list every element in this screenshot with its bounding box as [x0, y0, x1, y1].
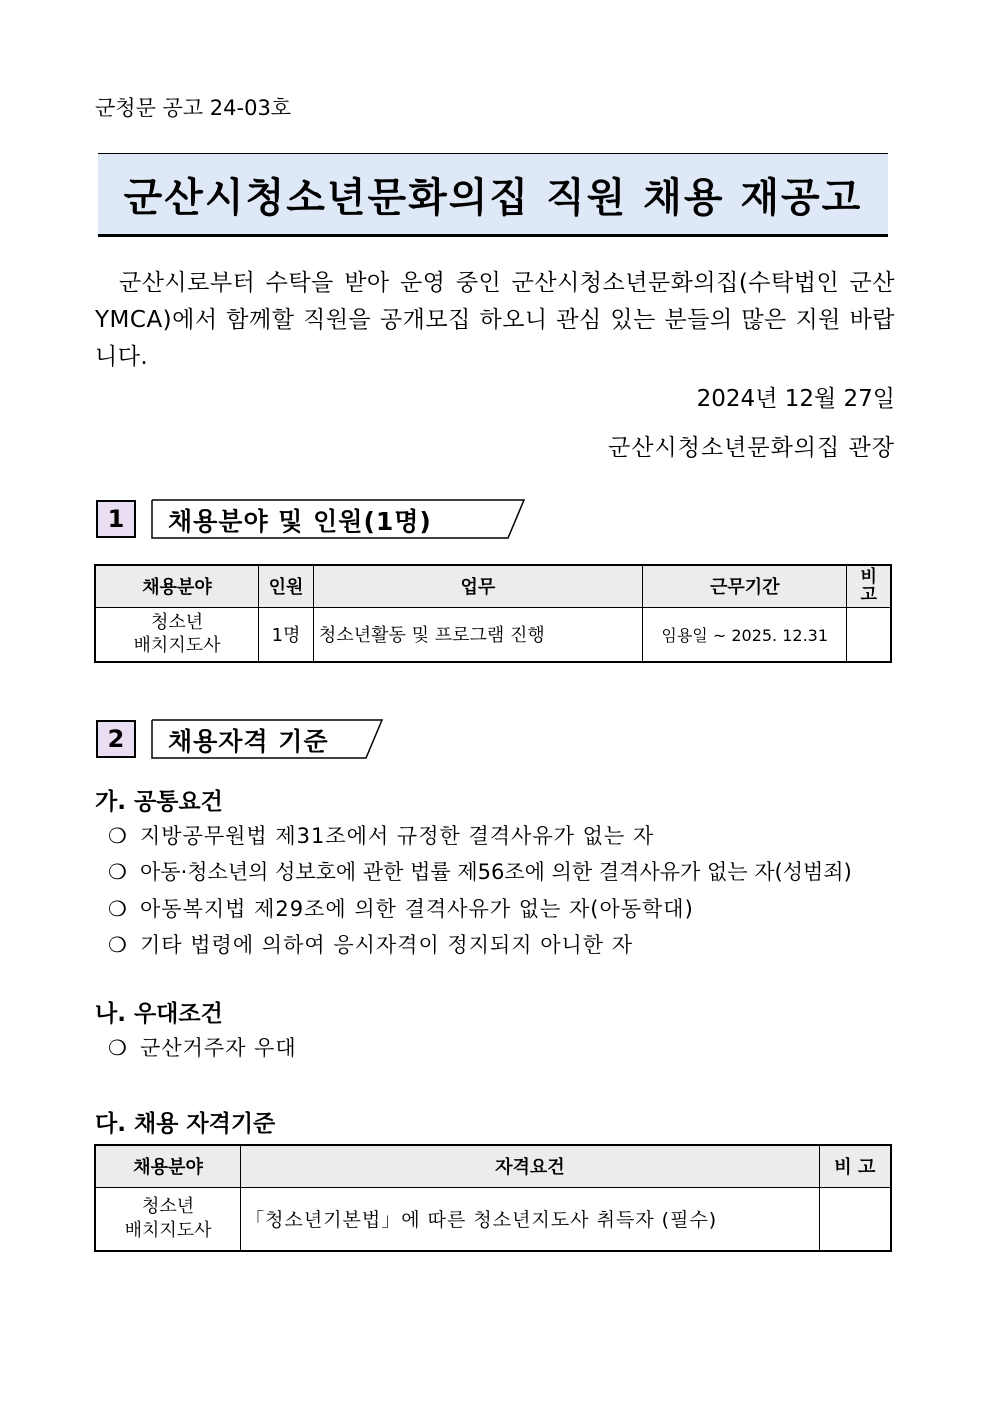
- header-field: 채용분야: [95, 1145, 241, 1187]
- bullet-icon: ❍: [108, 1036, 128, 1060]
- list-item-text: 지방공무원법 제31조에서 규정한 결격사유가 없는 자: [140, 824, 655, 848]
- header-duty: 업무: [313, 565, 642, 607]
- section-1-header: [150, 498, 530, 538]
- table-header-row: [95, 1145, 891, 1187]
- header-note: 비고: [847, 565, 891, 607]
- cell-note: [819, 1187, 891, 1251]
- bullet-icon: ❍: [108, 933, 128, 957]
- announcement-date: 2024년 12월 27일: [696, 386, 895, 412]
- field-line-1: 청소년: [141, 1195, 195, 1217]
- cell-period: 임용일 ~ 2025. 12.31: [642, 607, 847, 662]
- page-title: 군산시청소년문화의집 직원 채용 재공고: [123, 174, 863, 221]
- header-note: 비 고: [819, 1145, 891, 1187]
- bullet-icon: ❍: [108, 897, 128, 921]
- field-line-2: 배치지도사: [124, 1219, 212, 1241]
- header-requirement: 자격요건: [241, 1145, 820, 1187]
- list-item-text: 기타 법령에 의하여 응시자격이 정지되지 아니한 자: [140, 933, 634, 957]
- notice-number: 군청문 공고 24-03호: [95, 96, 292, 120]
- list-item-text: 아동복지법 제29조에 의한 결격사유가 없는 자(아동학대): [140, 897, 694, 921]
- table-row: [95, 607, 891, 662]
- section-2-number: 2: [96, 720, 136, 758]
- signer: 군산시청소년문화의집 관장: [608, 435, 895, 461]
- criteria-table: [94, 1144, 892, 1252]
- list-item: [108, 820, 654, 850]
- header-period: 근무기간: [642, 565, 847, 607]
- field-line-2: 배치지도사: [133, 635, 221, 657]
- recruitment-table: [94, 564, 892, 663]
- table-header-row: [95, 565, 891, 607]
- header-count: 인원: [259, 565, 314, 607]
- intro-text: 군산시로부터 수탁을 받아 운영 중인 군산시청소년문화의집(수탁법인 군산YMCA)에서 함께할 직원을 공개모집 하오니 관심 있는 분들의 많은 지원 바랍니다.: [95, 270, 895, 370]
- preference-heading: 나. 우대조건: [95, 1001, 223, 1027]
- section-2-header: [150, 718, 390, 758]
- list-item-text: 군산거주자 우대: [140, 1036, 297, 1060]
- section-1-number: 1: [96, 500, 136, 538]
- field-line-1: 청소년: [150, 612, 204, 634]
- common-requirements-heading: 가. 공통요건: [95, 789, 223, 815]
- intro-paragraph: [95, 265, 895, 376]
- bullet-icon: ❍: [108, 824, 128, 848]
- cell-field: [95, 1187, 241, 1251]
- criteria-heading: 다. 채용 자격기준: [95, 1111, 276, 1137]
- header-field: 채용분야: [95, 565, 259, 607]
- cell-requirement: 「청소년기본법」에 따른 청소년지도사 취득자 (필수): [241, 1187, 820, 1251]
- section-2-title: 채용자격 기준: [168, 727, 329, 756]
- table-row: [95, 1187, 891, 1251]
- list-item: [108, 856, 852, 886]
- bullet-icon: ❍: [108, 860, 128, 884]
- cell-note: [847, 607, 891, 662]
- cell-duty: 청소년활동 및 프로그램 진행: [313, 607, 642, 662]
- title-banner: [98, 153, 888, 237]
- section-1-title: 채용분야 및 인원(1명): [168, 507, 432, 536]
- list-item: [108, 929, 633, 959]
- cell-count: 1명: [259, 607, 314, 662]
- cell-field: [95, 607, 259, 662]
- list-item: [108, 893, 694, 923]
- list-item-text: 아동·청소년의 성보호에 관한 법률 제56조에 의한 결격사유가 없는 자(성범죄): [140, 860, 852, 884]
- list-item: [108, 1032, 297, 1062]
